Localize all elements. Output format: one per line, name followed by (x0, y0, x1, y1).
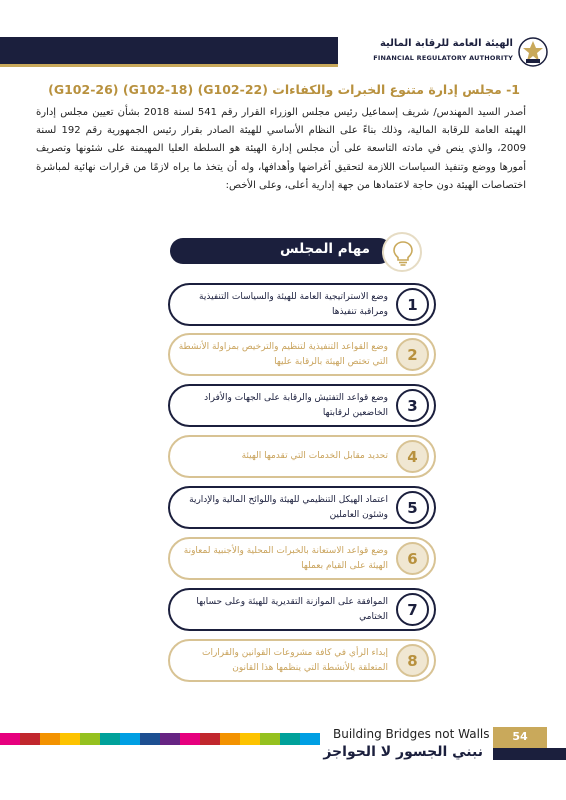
page-number: 54 (512, 730, 528, 743)
bulb-badge (382, 232, 422, 272)
task-text: الموافقة على الموازنة التقديرية للهيئة وعلى حسابها الختامي (196, 597, 388, 622)
color-stripe (160, 733, 180, 745)
task-text: اعتماد الهيكل التنظيمي للهيئة واللوائح المالية والإدارية وشئون العاملين (189, 495, 388, 520)
task-number: 1 (396, 288, 429, 321)
council-task-2 (168, 333, 436, 376)
council-task-7 (168, 588, 436, 631)
section-title: 1- مجلس إدارة متنوع الخبرات والكفاءات (G102-22) (G102-18) (G102-26) (48, 82, 520, 97)
color-stripe (100, 733, 120, 745)
org-logo (344, 34, 549, 70)
page-number-box (493, 727, 547, 748)
task-text: وضع قواعد الاستعانة بالخبرات المحلية والأجنبية لمعاونة الهيئة على القيام بعملها (183, 546, 388, 571)
council-task-5 (168, 486, 436, 529)
task-number: 4 (396, 440, 429, 473)
council-task-4 (168, 435, 436, 478)
header-bar (0, 37, 338, 65)
color-stripe (260, 733, 280, 745)
task-text: وضع القواعد التنفيذية لتنظيم والترخيص بمزاولة الأنشطة التي تختص الهيئة بالرقابة عليها (178, 342, 388, 367)
council-task-1 (168, 283, 436, 326)
task-number: 2 (396, 338, 429, 371)
color-stripe (40, 733, 60, 745)
slogan-ar: نبني الجسور لا الحواجز (323, 744, 483, 760)
header-gold-line (0, 64, 338, 67)
color-stripe (60, 733, 80, 745)
slogan-en: Building Bridges not Walls (333, 727, 490, 741)
task-number: 7 (396, 593, 429, 626)
task-text: وضع قواعد التفتيش والرقابة على الجهات والأفراد الخاضعين لرقابتها (204, 393, 388, 418)
council-task-8 (168, 639, 436, 682)
council-task-3 (168, 384, 436, 427)
color-stripe (0, 733, 20, 745)
color-stripe (120, 733, 140, 745)
task-number: 6 (396, 542, 429, 575)
color-stripe (140, 733, 160, 745)
org-name-en: FINANCIAL REGULATORY AUTHORITY (373, 54, 513, 62)
council-title: مهام المجلس (279, 241, 370, 257)
fra-emblem-icon (517, 36, 549, 68)
task-text: إبداء الرأي في كافة مشروعات القوانين والقرارات المتعلقة بالأنشطة التي ينظمها هذا القانون (201, 648, 388, 673)
lightbulb-icon (391, 240, 415, 266)
task-text: وضع الاستراتيجية العامة للهيئة والسياسات التنفيذية ومراقبة تنفيذها (199, 292, 388, 317)
council-task-6 (168, 537, 436, 580)
color-stripe (300, 733, 320, 745)
color-stripe (180, 733, 200, 745)
color-stripe (280, 733, 300, 745)
color-stripe (80, 733, 100, 745)
council-banner (170, 238, 392, 264)
color-stripe (200, 733, 220, 745)
intro-paragraph: أصدر السيد المهندس/ شريف إسماعيل رئيس مجلس الوزراء القرار رقم 541 لسنة 2018 بشأن تعيين مجلس إدارة الهيئة العامة للرقابة المالية، وذلك بناءً على النظام الأساسي للهيئة الصادر بقرار رئيس الجمهورية رقم 192 لسنة 2009، والذي ينص في مادته التاسعة على أن مجلس إدارة الهيئة هو السلطة العليا المهيمنة على شئونها وتصريف أمورها ووضع وتنفيذ السياسات اللازمة لتحقيق أغراضها وأهدافها، وله أن يتخذ ما يراه لازمًا من قرارات نهائية لمباشرة اختصاصات الهيئة دون حاجة لاعتمادها من جهة إدارية أعلى، وعلى الأخص: (36, 107, 527, 191)
task-number: 3 (396, 389, 429, 422)
color-stripe (240, 733, 260, 745)
color-stripes (0, 733, 320, 745)
task-number: 5 (396, 491, 429, 524)
footer-navy-bar (493, 748, 566, 760)
color-stripe (20, 733, 40, 745)
task-text: تحديد مقابل الخدمات التي تقدمها الهيئة (241, 451, 388, 461)
org-name-ar: الهيئة العامة للرقابة المالية (379, 38, 513, 49)
color-stripe (220, 733, 240, 745)
task-number: 8 (396, 644, 429, 677)
